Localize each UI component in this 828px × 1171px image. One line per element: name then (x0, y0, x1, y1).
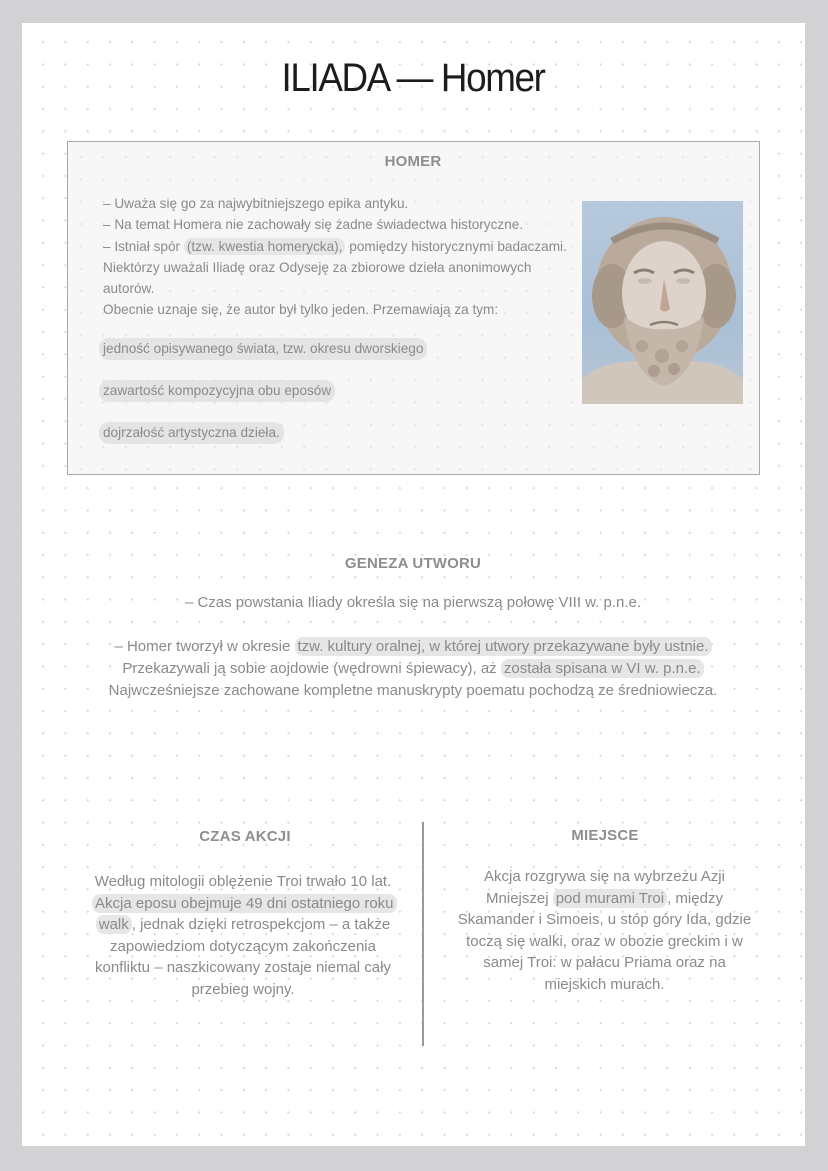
homer-fact-2: – Na temat Homera nie zachowały się żadne świadectwa historyczne. (103, 217, 524, 233)
homer-heading: HOMER (384, 153, 442, 170)
homer-section (67, 141, 760, 475)
highlight-kultura-oralna: tzw. kultury oralnej, w której utwory przekazywane były ustnie. (295, 637, 712, 656)
homer-fact-1: – Uważa się go za najwybitniejszego epika antyku. (103, 196, 409, 211)
miejsce-heading: MIEJSCE (571, 827, 639, 844)
highlight-49-dni: Akcja eposu obejmuje 49 dni ostatniego roku walk (92, 894, 397, 935)
column-divider (422, 822, 424, 1046)
homer-bust-icon (582, 201, 743, 404)
homer-conclusion: Obecnie uznaje się, że autor był tylko jeden. Przemawiają za tym: (103, 302, 499, 318)
argument-item: zawartość kompozycyjna obu eposów (99, 380, 335, 402)
argument-item: dojrzałość artystyczna dzieła. (99, 422, 284, 444)
czas-akcji-heading: CZAS AKCJI (199, 828, 291, 845)
highlight-spisana: została spisana w VI w. p.n.e. (501, 659, 704, 678)
miejsce-text: Akcja rozgrywa się na wybrzeżu Azji Mniejszej pod murami Troi , między Skamander i Simoeis, u stóp góry Ida, gdzie toczą się walki, oraz w obozie greckim i w samej Troi: w pałacu Priama oraz na miejskich murach. (457, 868, 752, 993)
geneza-paragraph-2: – Homer tworzył w okresie tzw. kultury oralnej, w której utwory przekazywane były ustnie. Przekazywali ją sobie aojdowie (wędrowni śpiewacy), aż została spisana w VI w. p.n.e. Najwcześniejsze zachowane kompletne manuskrypty poematu pochodzą ze średniowiecza. (108, 638, 718, 699)
geneza-heading: GENEZA UTWORU (344, 555, 482, 572)
argument-list (99, 338, 427, 464)
geneza-paragraph-1: – Czas powstania Iliady określa się na pierwszą połowę VIII w. p.n.e. (184, 594, 642, 611)
argument-item: jedność opisywanego świata, tzw. okresu dworskiego (99, 338, 427, 360)
highlight-pod-murami-troi: pod murami Troi (553, 889, 667, 908)
homer-bust-image (582, 201, 743, 404)
homer-fact-3: – Istniał spór (tzw. kwestia homerycka), pomiędzy historycznymi badaczami. Niektórzy uważali Iliadę oraz Odyseję za zbiorowe dzieła anonimowych autorów. (103, 238, 567, 297)
highlight-kwestia-homerycka: (tzw. kwestia homerycka), (184, 238, 346, 255)
page-title: ILIADA — Homer (281, 56, 545, 100)
czas-akcji-text: Według mitologii oblężenie Troi trwało 10 lat. Akcja eposu obejmuje 49 dni ostatniego roku walk , jednak dzięki retrospekcjom – a także zapowiedziom dotyczącym zakończenia konfliktu – naszkicowany zostaje niemal cały przebieg wojny. (92, 871, 394, 1000)
homer-facts (103, 193, 583, 321)
